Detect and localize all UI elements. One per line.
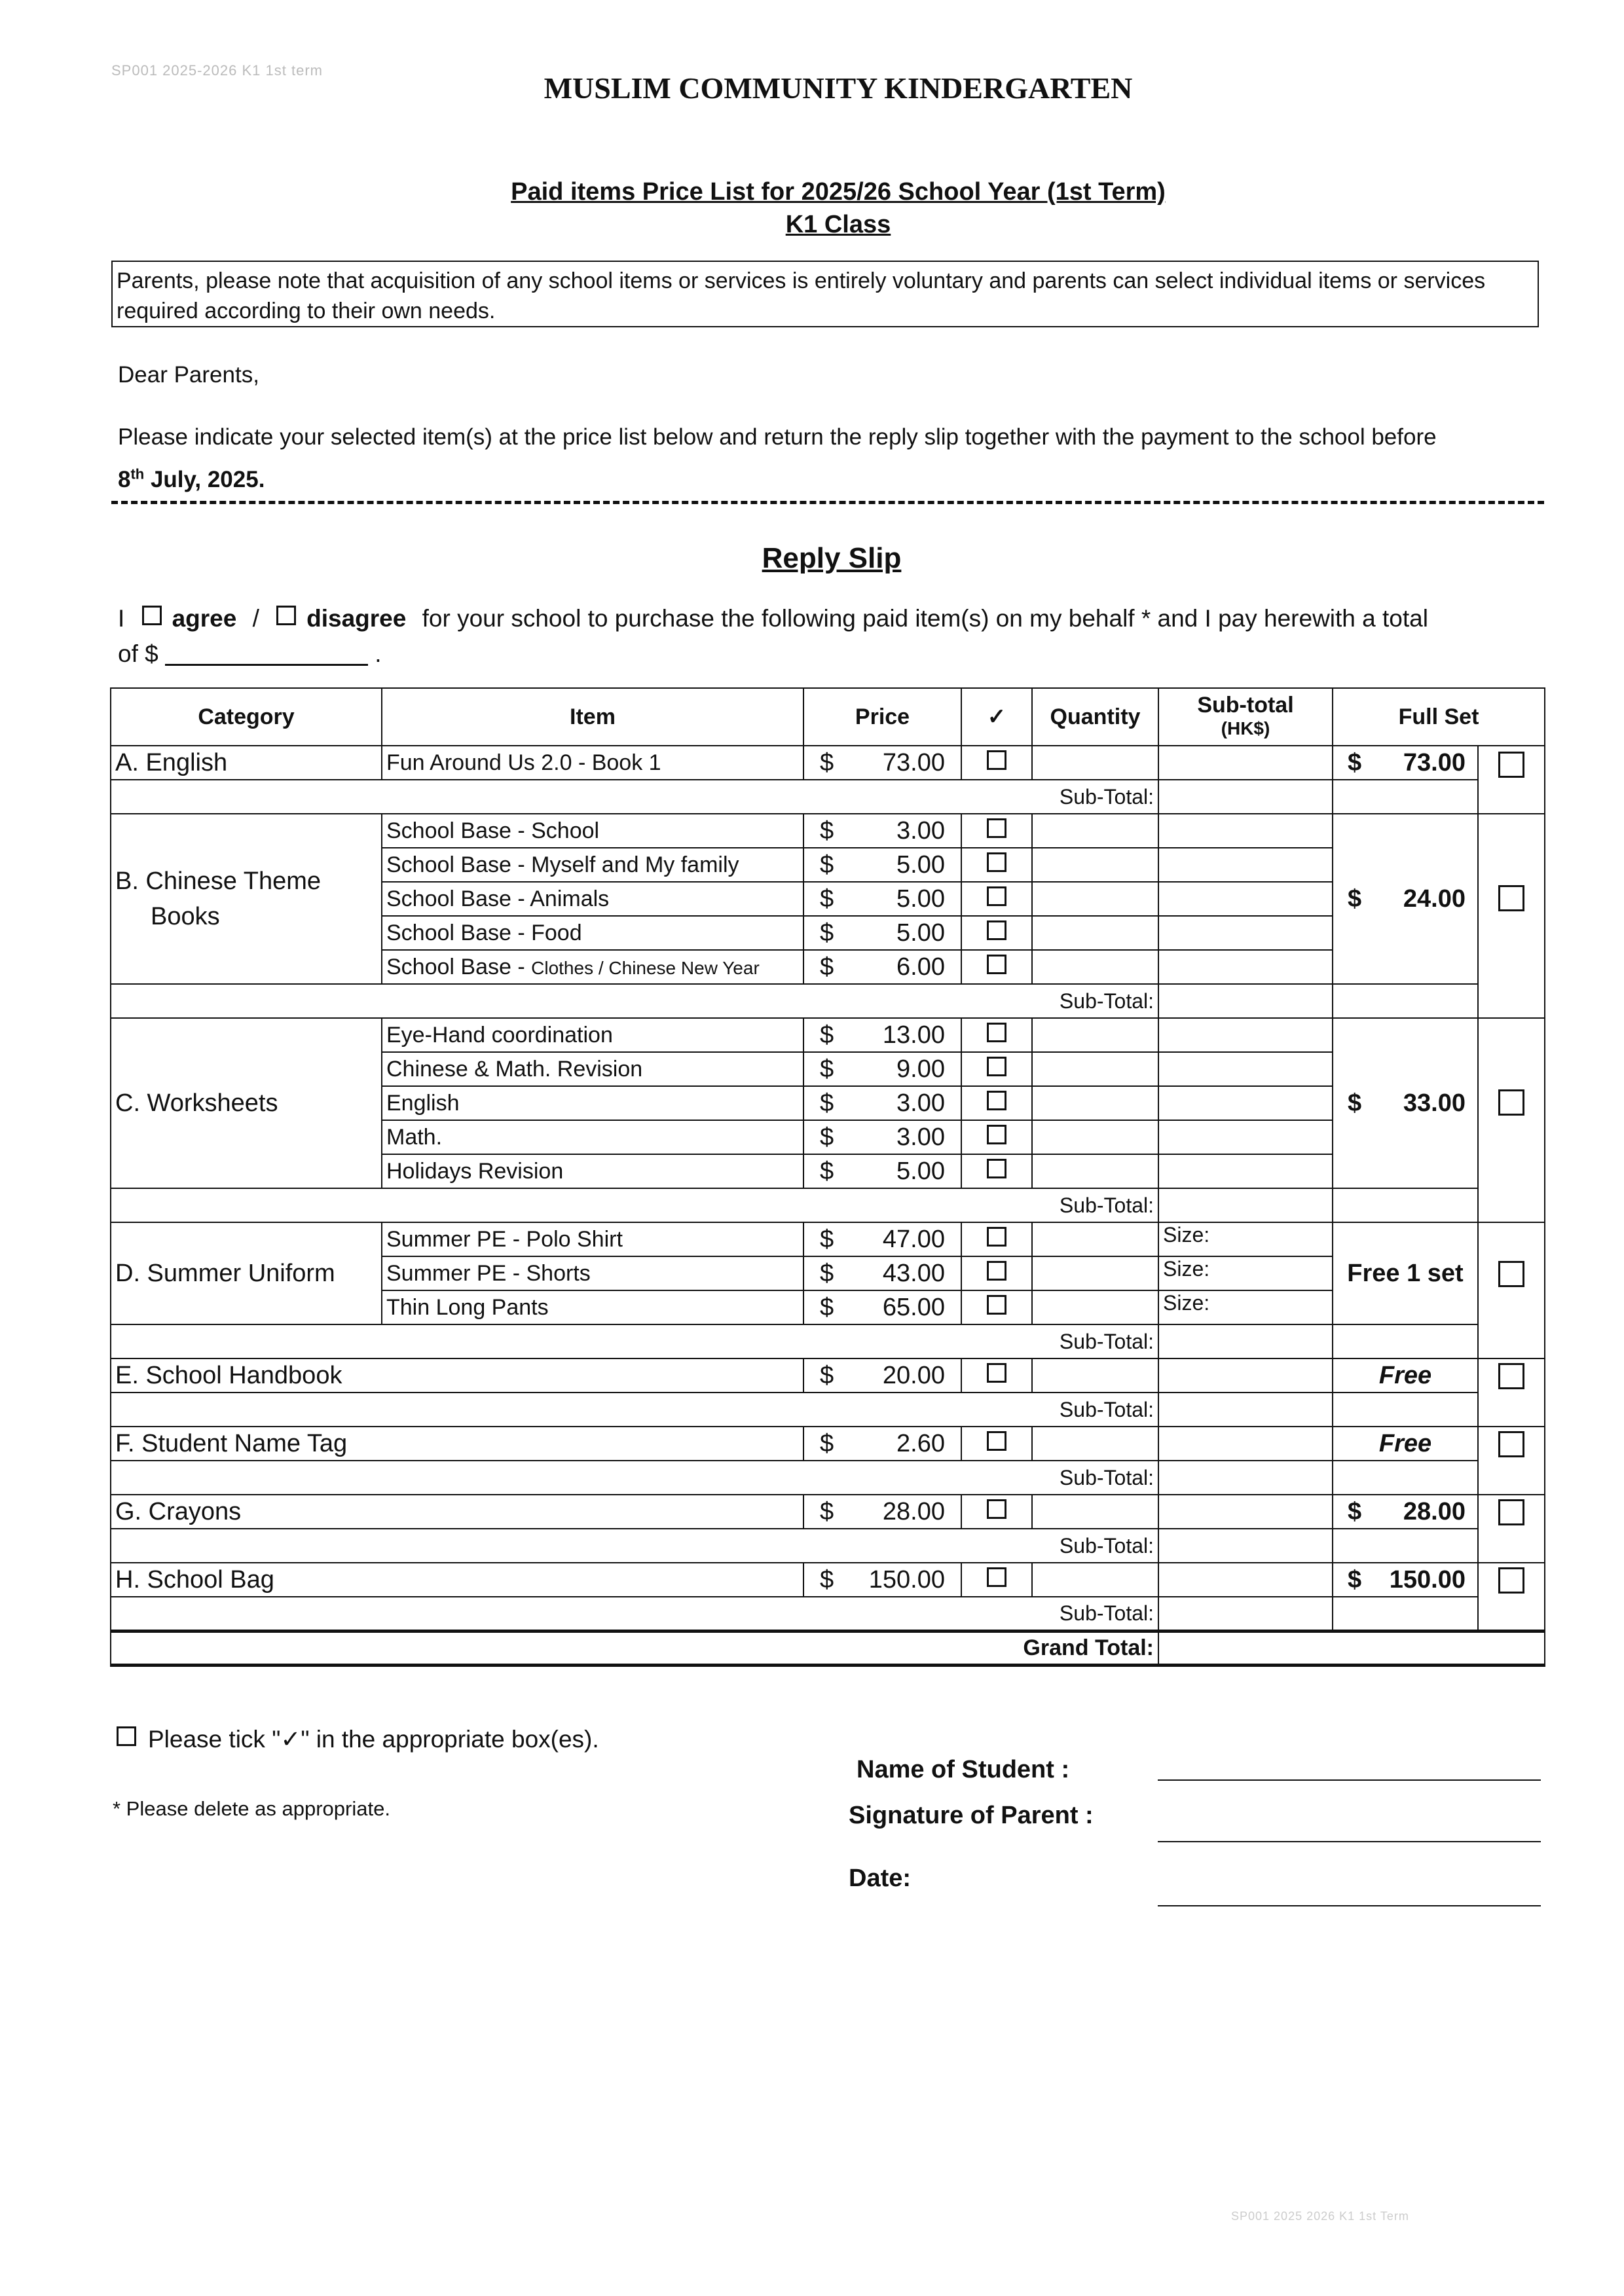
full-set-price-c: $ 33.00 [1333, 1018, 1478, 1188]
subtotal-row [111, 984, 1545, 1018]
category-b: B. Chinese Theme Books [111, 814, 382, 984]
subtotal-label: Sub-Total: [111, 1393, 1158, 1427]
quantity-field[interactable] [1032, 814, 1158, 848]
full-set-checkbox-d[interactable] [1498, 1261, 1524, 1287]
subtotal-field[interactable] [1158, 814, 1333, 848]
item-name: Holidays Revision [382, 1154, 803, 1188]
item-checkbox[interactable] [987, 1431, 1006, 1451]
subtotal-label: Sub-Total: [111, 1461, 1158, 1495]
quantity-field[interactable] [1032, 848, 1158, 882]
item-checkbox[interactable] [987, 1091, 1006, 1110]
form-title: Paid items Price List for 2025/26 School Year (1st Term) [511, 178, 1166, 206]
quantity-field[interactable] [1032, 1018, 1158, 1052]
subtotal-field[interactable] [1158, 1358, 1333, 1393]
item-price: $ 150.00 [803, 1563, 961, 1597]
item-name: Summer PE - Shorts [382, 1256, 803, 1290]
item-checkbox[interactable] [987, 955, 1006, 974]
subtotal-field[interactable] [1158, 1018, 1333, 1052]
header-category: Category [111, 688, 382, 746]
subtotal-row [111, 1529, 1545, 1563]
subtotal-field[interactable] [1158, 1086, 1333, 1120]
item-price: $ 28.00 [803, 1495, 961, 1529]
size-field[interactable]: Size: [1158, 1256, 1333, 1290]
item-checkbox[interactable] [987, 852, 1006, 872]
full-set-checkbox-h[interactable] [1498, 1567, 1524, 1594]
category-subtotal-field[interactable] [1158, 984, 1333, 1018]
item-name: School Base - Clothes / Chinese New Year [382, 950, 803, 984]
quantity-field[interactable] [1032, 1290, 1158, 1324]
header-subtotal: Sub-total (HK$) [1158, 688, 1333, 746]
disagree-checkbox[interactable] [276, 606, 296, 625]
sample-checkbox-icon [117, 1726, 136, 1746]
item-price: $ 65.00 [803, 1290, 961, 1324]
subtotal-label: Sub-Total: [111, 1529, 1158, 1563]
item-price: $ 47.00 [803, 1222, 961, 1256]
full-set-price-h: $ 150.00 [1333, 1563, 1478, 1597]
form-class: K1 Class [785, 211, 891, 238]
voluntary-notice: Parents, please note that acquisition of any school items or services is entirely voluntary and parents can select individual items or services required according to their own needs. [111, 261, 1539, 327]
table-row [111, 1358, 1545, 1393]
table-row [111, 814, 1545, 848]
subtotal-field[interactable] [1158, 1154, 1333, 1188]
item-price: $ 5.00 [803, 848, 961, 882]
size-field[interactable]: Size: [1158, 1222, 1333, 1256]
full-set-price-a: $ 73.00 [1333, 746, 1478, 780]
item-checkbox[interactable] [987, 1057, 1006, 1076]
item-price: $ 43.00 [803, 1256, 961, 1290]
parent-signature-label: Signature of Parent : [849, 1802, 1094, 1829]
item-checkbox[interactable] [987, 1499, 1006, 1519]
full-set-checkbox-f[interactable] [1498, 1431, 1524, 1457]
subtotal-label: Sub-Total: [111, 1188, 1158, 1222]
subtotal-field[interactable] [1158, 882, 1333, 916]
category-f: F. Student Name Tag [111, 1427, 803, 1461]
full-set-d: Free 1 set [1333, 1222, 1478, 1324]
item-price: $ 20.00 [803, 1358, 961, 1393]
item-price: $ 2.60 [803, 1427, 961, 1461]
item-name: Eye-Hand coordination [382, 1018, 803, 1052]
item-checkbox[interactable] [987, 1363, 1006, 1383]
quantity-field[interactable] [1032, 746, 1158, 780]
greeting: Dear Parents, [118, 362, 259, 388]
deadline: 8th July, 2025. [118, 465, 265, 492]
full-set-e: Free [1333, 1358, 1478, 1393]
quantity-field[interactable] [1032, 1154, 1158, 1188]
quantity-field[interactable] [1032, 1222, 1158, 1256]
item-checkbox[interactable] [987, 1023, 1006, 1042]
item-price: $ 3.00 [803, 814, 961, 848]
subtotal-label: Sub-Total: [111, 1597, 1158, 1631]
student-name-field[interactable] [1158, 1779, 1541, 1781]
item-checkbox[interactable] [987, 1125, 1006, 1144]
date-field[interactable] [1158, 1905, 1541, 1906]
item-price: $ 3.00 [803, 1120, 961, 1154]
quantity-field[interactable] [1032, 1427, 1158, 1461]
full-set-checkbox-g[interactable] [1498, 1499, 1524, 1525]
item-name: School Base - Food [382, 916, 803, 950]
subtotal-field[interactable] [1158, 916, 1333, 950]
category-subtotal-field[interactable] [1158, 780, 1333, 814]
category-subtotal-field[interactable] [1158, 1324, 1333, 1358]
total-amount-field[interactable] [165, 639, 368, 666]
subtotal-label: Sub-Total: [111, 780, 1158, 814]
subtotal-field[interactable] [1158, 1495, 1333, 1529]
table-row [111, 1427, 1545, 1461]
agreement-statement: I agree / disagree for your school to purchase the following paid item(s) on my behalf * and I pay herewith a total of $ . [118, 605, 1428, 667]
full-set-checkbox-c[interactable] [1498, 1089, 1524, 1116]
item-checkbox[interactable] [987, 818, 1006, 838]
category-subtotal-field[interactable] [1158, 1393, 1333, 1427]
item-price: $ 3.00 [803, 1086, 961, 1120]
item-price: $ 5.00 [803, 916, 961, 950]
size-field[interactable]: Size: [1158, 1290, 1333, 1324]
item-price: $ 73.00 [803, 746, 961, 780]
item-checkbox[interactable] [987, 1567, 1006, 1587]
page-code: SP001 2025 2026 K1 1st Term [1231, 2210, 1409, 2223]
reply-slip-title: Reply Slip [762, 542, 902, 574]
disagree-label: disagree [306, 605, 407, 632]
subtotal-field[interactable] [1158, 1427, 1333, 1461]
table-row [111, 746, 1545, 780]
header-quantity: Quantity [1032, 688, 1158, 746]
header-tick: ✓ [961, 688, 1032, 746]
item-price: $ 5.00 [803, 1154, 961, 1188]
quantity-field[interactable] [1032, 1120, 1158, 1154]
item-price: $ 6.00 [803, 950, 961, 984]
item-name: School Base - Myself and My family [382, 848, 803, 882]
item-name: Summer PE - Polo Shirt [382, 1222, 803, 1256]
item-price: $ 13.00 [803, 1018, 961, 1052]
quantity-field[interactable] [1032, 1563, 1158, 1597]
table-row [111, 1563, 1545, 1597]
item-checkbox[interactable] [987, 1261, 1006, 1281]
item-checkbox[interactable] [987, 1227, 1006, 1247]
item-checkbox[interactable] [987, 750, 1006, 770]
category-d: D. Summer Uniform [111, 1222, 382, 1324]
full-set-checkbox-e[interactable] [1498, 1363, 1524, 1389]
item-name: Math. [382, 1120, 803, 1154]
category-subtotal-field[interactable] [1158, 1597, 1333, 1631]
subtotal-field[interactable] [1158, 848, 1333, 882]
category-c: C. Worksheets [111, 1018, 382, 1188]
category-a: A. English [111, 746, 382, 780]
header-full-set: Full Set [1333, 688, 1545, 746]
category-subtotal-field[interactable] [1158, 1188, 1333, 1222]
item-name: Chinese & Math. Revision [382, 1052, 803, 1086]
school-name: MUSLIM COMMUNITY KINDERGARTEN [544, 71, 1133, 105]
quantity-field[interactable] [1032, 916, 1158, 950]
item-name: Fun Around Us 2.0 - Book 1 [382, 746, 803, 780]
parent-signature-field[interactable] [1158, 1841, 1541, 1842]
table-header-row [111, 688, 1545, 746]
table-row [111, 1495, 1545, 1529]
item-price: $ 5.00 [803, 882, 961, 916]
subtotal-row [111, 1393, 1545, 1427]
item-name: Thin Long Pants [382, 1290, 803, 1324]
instruction-body: Please indicate your selected item(s) at the price list below and return the reply slip together with the payment to the school before [118, 424, 1437, 450]
tick-instruction: Please tick "✓" in the appropriate box(es). [117, 1725, 599, 1753]
subtotal-label: Sub-Total: [111, 984, 1158, 1018]
full-set-price-b: $ 24.00 [1333, 814, 1478, 984]
item-checkbox[interactable] [987, 1159, 1006, 1178]
document-code: SP001 2025-2026 K1 1st term [111, 62, 323, 79]
item-name: School Base - School [382, 814, 803, 848]
student-name-label: Name of Student : [857, 1756, 1070, 1783]
price-list-table [110, 687, 1545, 1667]
subtotal-row [111, 1188, 1545, 1222]
full-set-checkbox-b[interactable] [1498, 885, 1524, 911]
subtotal-row [111, 780, 1545, 814]
table-row [111, 1018, 1545, 1052]
quantity-field[interactable] [1032, 1256, 1158, 1290]
subtotal-label: Sub-Total: [111, 1324, 1158, 1358]
item-checkbox[interactable] [987, 920, 1006, 940]
item-price: $ 9.00 [803, 1052, 961, 1086]
full-set-price-g: $ 28.00 [1333, 1495, 1478, 1529]
agreement-text: for your school to purchase the following paid item(s) on my behalf * and I pay herewith a total [422, 605, 1428, 632]
full-set-checkbox-a[interactable] [1498, 752, 1524, 778]
subtotal-field[interactable] [1158, 746, 1333, 780]
item-name: School Base - Animals [382, 882, 803, 916]
grand-total-label: Grand Total: [111, 1631, 1158, 1665]
item-checkbox[interactable] [987, 886, 1006, 906]
cut-line [111, 501, 1544, 504]
subtotal-field[interactable] [1158, 950, 1333, 984]
agree-label: agree [172, 605, 237, 632]
header-item: Item [382, 688, 803, 746]
full-set-f: Free [1333, 1427, 1478, 1461]
delete-note: * Please delete as appropriate. [113, 1797, 390, 1820]
category-subtotal-field[interactable] [1158, 1529, 1333, 1563]
quantity-field[interactable] [1032, 882, 1158, 916]
header-price: Price [803, 688, 961, 746]
subtotal-field[interactable] [1158, 1563, 1333, 1597]
quantity-field[interactable] [1032, 950, 1158, 984]
subtotal-row [111, 1324, 1545, 1358]
quantity-field[interactable] [1032, 1358, 1158, 1393]
table-row [111, 1222, 1545, 1256]
quantity-field[interactable] [1032, 1495, 1158, 1529]
category-e: E. School Handbook [111, 1358, 803, 1393]
subtotal-row [111, 1461, 1545, 1495]
quantity-field[interactable] [1032, 1086, 1158, 1120]
agree-checkbox[interactable] [142, 606, 162, 625]
category-h: H. School Bag [111, 1563, 803, 1597]
subtotal-field[interactable] [1158, 1120, 1333, 1154]
grand-total-field[interactable] [1158, 1631, 1545, 1665]
item-name: English [382, 1086, 803, 1120]
category-g: G. Crayons [111, 1495, 803, 1529]
category-subtotal-field[interactable] [1158, 1461, 1333, 1495]
subtotal-field[interactable] [1158, 1052, 1333, 1086]
subtotal-row [111, 1597, 1545, 1631]
grand-total-row [111, 1631, 1545, 1665]
instruction-text [118, 419, 1559, 498]
date-label: Date: [849, 1865, 912, 1892]
item-checkbox[interactable] [987, 1295, 1006, 1315]
quantity-field[interactable] [1032, 1052, 1158, 1086]
